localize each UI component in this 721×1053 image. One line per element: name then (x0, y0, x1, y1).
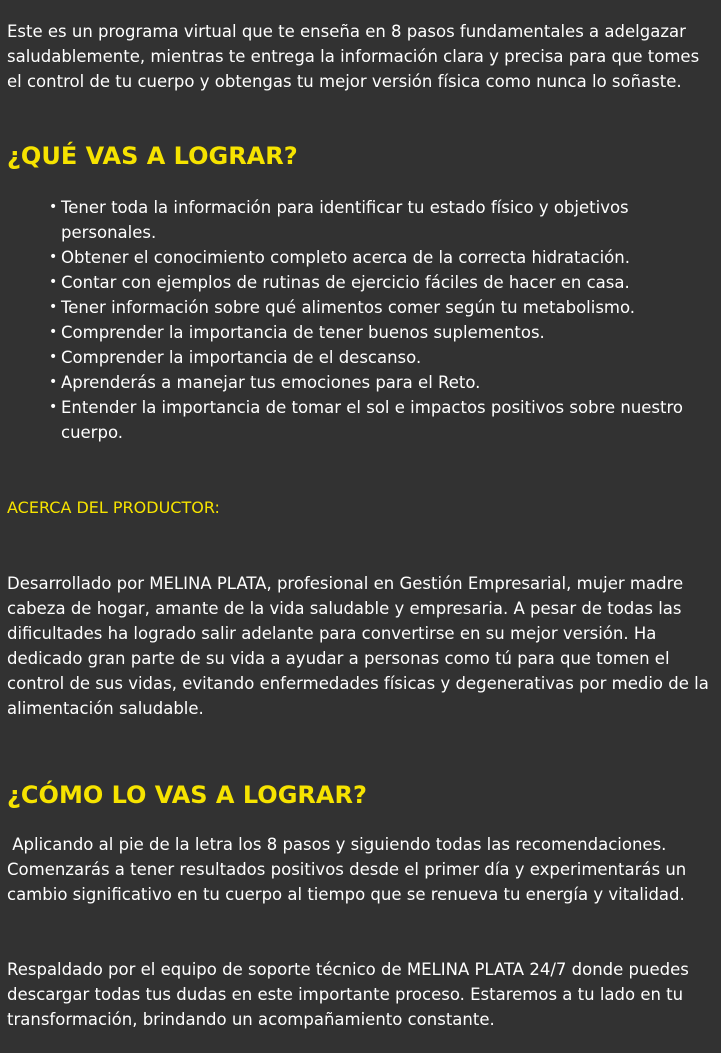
list-item (49, 345, 719, 370)
list-item (49, 270, 719, 295)
list-item-text: Obtener el conocimiento completo acerca de la correcta hidratación. (61, 248, 630, 267)
list-item-text: Tener toda la información para identificar tu estado físico y objetivos personales. (61, 198, 629, 242)
list-item (49, 370, 719, 395)
list-item-text: Comprender la importancia de tener buenos suplementos. (61, 323, 545, 342)
bullet-icon: • (49, 324, 58, 340)
bullet-icon: • (49, 199, 58, 215)
how-paragraph: Aplicando al pie de la letra los 8 pasos y siguiendo todas las recomendaciones. Comenzarás a tener resultados positivos desde el primer día y experimentarás un cambio significativo en tu cuerpo al tiempo que se renueva tu energía y vitalidad. (7, 835, 692, 904)
list-item-text: Comprender la importancia de el descanso. (61, 348, 422, 367)
list-item (49, 245, 719, 270)
goals-heading: ¿QUÉ VAS A LOGRAR? (7, 142, 298, 170)
bullet-icon: • (49, 274, 58, 290)
list-item (49, 320, 719, 345)
about-producer-label: ACERCA DEL PRODUCTOR: (7, 498, 220, 517)
intro-paragraph: Este es un programa virtual que te enseña en 8 pasos fundamentales a adelgazar saludablemente, mientras te entrega la información clara y precisa para que tomes el control de tu cuerpo y obtengas tu mejor versión física como nunca lo soñaste. (7, 22, 700, 91)
bullet-icon: • (49, 249, 58, 265)
bullet-icon: • (49, 299, 58, 315)
list-item-text: Contar con ejemplos de rutinas de ejercicio fáciles de hacer en casa. (61, 273, 630, 292)
how-heading: ¿CÓMO LO VAS A LOGRAR? (7, 781, 367, 809)
bullet-icon: • (49, 399, 58, 415)
list-item-text: Tener información sobre qué alimentos comer según tu metabolismo. (61, 298, 636, 317)
list-item-text: Entender la importancia de tomar el sol e impactos positivos sobre nuestro cuerpo. (61, 398, 684, 442)
goals-list (7, 195, 719, 445)
list-item (49, 295, 719, 320)
bullet-icon: • (49, 349, 58, 365)
bullet-icon: • (49, 374, 58, 390)
list-item (49, 395, 719, 445)
support-paragraph: Respaldado por el equipo de soporte técnico de MELINA PLATA 24/7 donde puedes descargar todas tus dudas en este importante proceso. Estaremos a tu lado en tu transformación, brindando un acompañamiento constante. (7, 960, 689, 1029)
about-producer-paragraph: Desarrollado por MELINA PLATA, profesional en Gestión Empresarial, mujer madre cabeza de hogar, amante de la vida saludable y empresaria. A pesar de todas las dificultades ha logrado salir adelante para convertirse en su mejor versión. Ha dedicado gran parte de su vida a ayudar a personas como tú para que tomen el control de sus vidas, evitando enfermedades físicas y degenerativas por medio de la alimentación saludable. (7, 574, 709, 718)
list-item-text: Aprenderás a manejar tus emociones para el Reto. (61, 373, 481, 392)
list-item (49, 195, 719, 245)
product-description (7, 19, 719, 1032)
